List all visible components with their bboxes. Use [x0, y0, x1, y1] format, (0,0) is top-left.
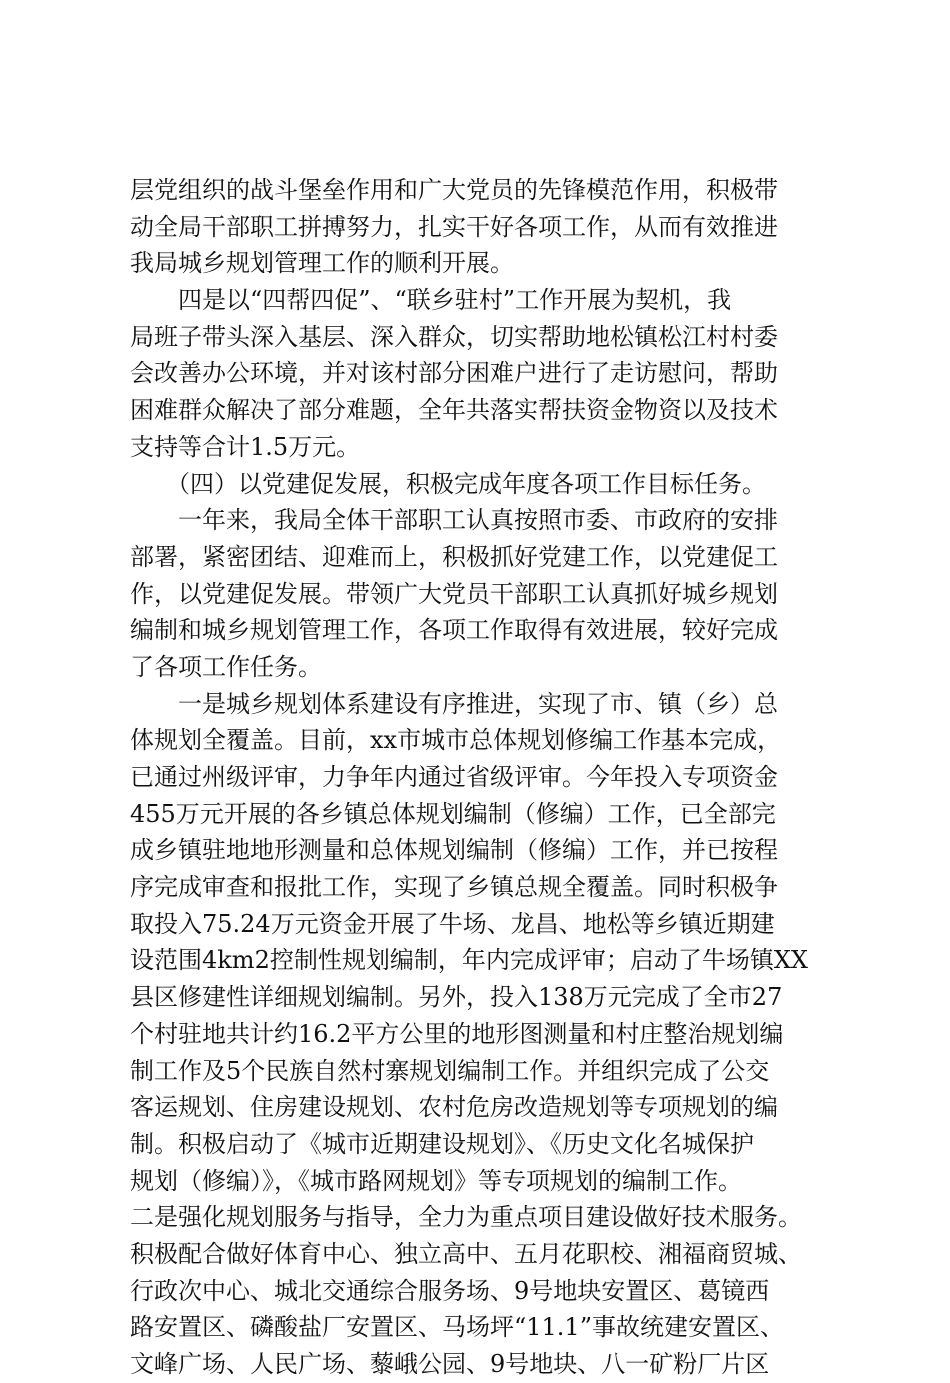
text-line: 体规划全覆盖。目前，xx市城市总体规划修编工作基本完成， — [130, 726, 782, 755]
text-line: 编制和城乡规划管理工作，各项工作取得有效进展，较好完成 — [130, 616, 778, 645]
text-line: 文峰广场、人民广场、藜峨公园、9号地块、八一矿粉厂片区 — [130, 1350, 770, 1378]
text-line: 困难群众解决了部分难题，全年共落实帮扶资金物资以及技术 — [130, 396, 778, 425]
text-line: 动全局干部职工拼搏努力，扎实干好各项工作，从而有效推进 — [130, 212, 778, 241]
text-line: 规划（修编）》，《城市路网规划》等专项规划的编制工作。 — [130, 1166, 742, 1195]
text-line: 客运规划、住房建设规划、农村危房改造规划等专项规划的编 — [130, 1093, 778, 1122]
text-line: （四）以党建促发展，积极完成年度各项工作目标任务。 — [130, 469, 766, 498]
text-line: 取投入75.24万元资金开展了牛场、龙昌、地松等乡镇近期建 — [130, 909, 775, 938]
text-line: 我局城乡规划管理工作的顺利开展。 — [130, 249, 514, 278]
text-line: 路安置区、磷酸盐厂安置区、马场坪“11.1”事故统建安置区、 — [130, 1313, 784, 1342]
text-line: 局班子带头深入基层、深入群众，切实帮助地松镇松江村村委 — [130, 322, 778, 351]
text-line: 了各项工作任务。 — [130, 652, 322, 681]
text-line: 一是城乡规划体系建设有序推进，实现了市、镇（乡）总 — [130, 689, 778, 718]
text-line: 设范围4km2控制性规划编制，年内完成评审；启动了牛场镇XX — [130, 946, 809, 975]
body-text — [130, 172, 850, 1383]
text-line: 县区修建性详细规划编制。另外，投入138万元完成了全市27 — [130, 983, 783, 1012]
text-line: 四是以“四帮四促”、“联乡驻村”工作开展为契机，我 — [130, 286, 732, 315]
text-line: 二是强化规划服务与指导，全力为重点项目建设做好技术服务。 — [130, 1203, 802, 1232]
text-line: 支持等合计1.5万元。 — [130, 432, 361, 461]
text-line: 作，以党建促发展。带领广大党员干部职工认真抓好城乡规划 — [130, 579, 778, 608]
text-line: 已通过州级评审，力争年内通过省级评审。今年投入专项资金 — [130, 763, 778, 791]
text-line: 制。积极启动了《城市近期建设规划》、《历史文化名城保护 — [130, 1129, 754, 1158]
text-line: 行政次中心、城北交通综合服务场、9号地块安置区、葛镜西 — [130, 1276, 770, 1305]
text-line: 制工作及5个民族自然村寨规划编制工作。并组织完成了公交 — [130, 1056, 770, 1085]
text-line: 序完成审查和报批工作，实现了乡镇总规全覆盖。同时积极争 — [130, 873, 778, 902]
text-line: 部署，紧密团结、迎难而上，积极抓好党建工作，以党建促工 — [130, 542, 778, 571]
text-line: 455万元开展的各乡镇总体规划编制（修编）工作，已全部完 — [130, 799, 776, 828]
text-line: 积极配合做好体育中心、独立高中、五月花职校、湘福商贸城、 — [130, 1239, 802, 1268]
text-line: 一年来，我局全体干部职工认真按照市委、市政府的安排 — [130, 506, 778, 535]
text-line: 会改善办公环境，并对该村部分困难户进行了走访慰问，帮助 — [130, 359, 778, 388]
text-line: 个村驻地共计约16.2平方公里的地形图测量和村庄整治规划编 — [130, 1019, 784, 1048]
text-line: 成乡镇驻地地形测量和总体规划编制（修编）工作，并已按程 — [130, 836, 778, 865]
text-line: 层党组织的战斗堡垒作用和广大党员的先锋模范作用，积极带 — [130, 176, 778, 204]
